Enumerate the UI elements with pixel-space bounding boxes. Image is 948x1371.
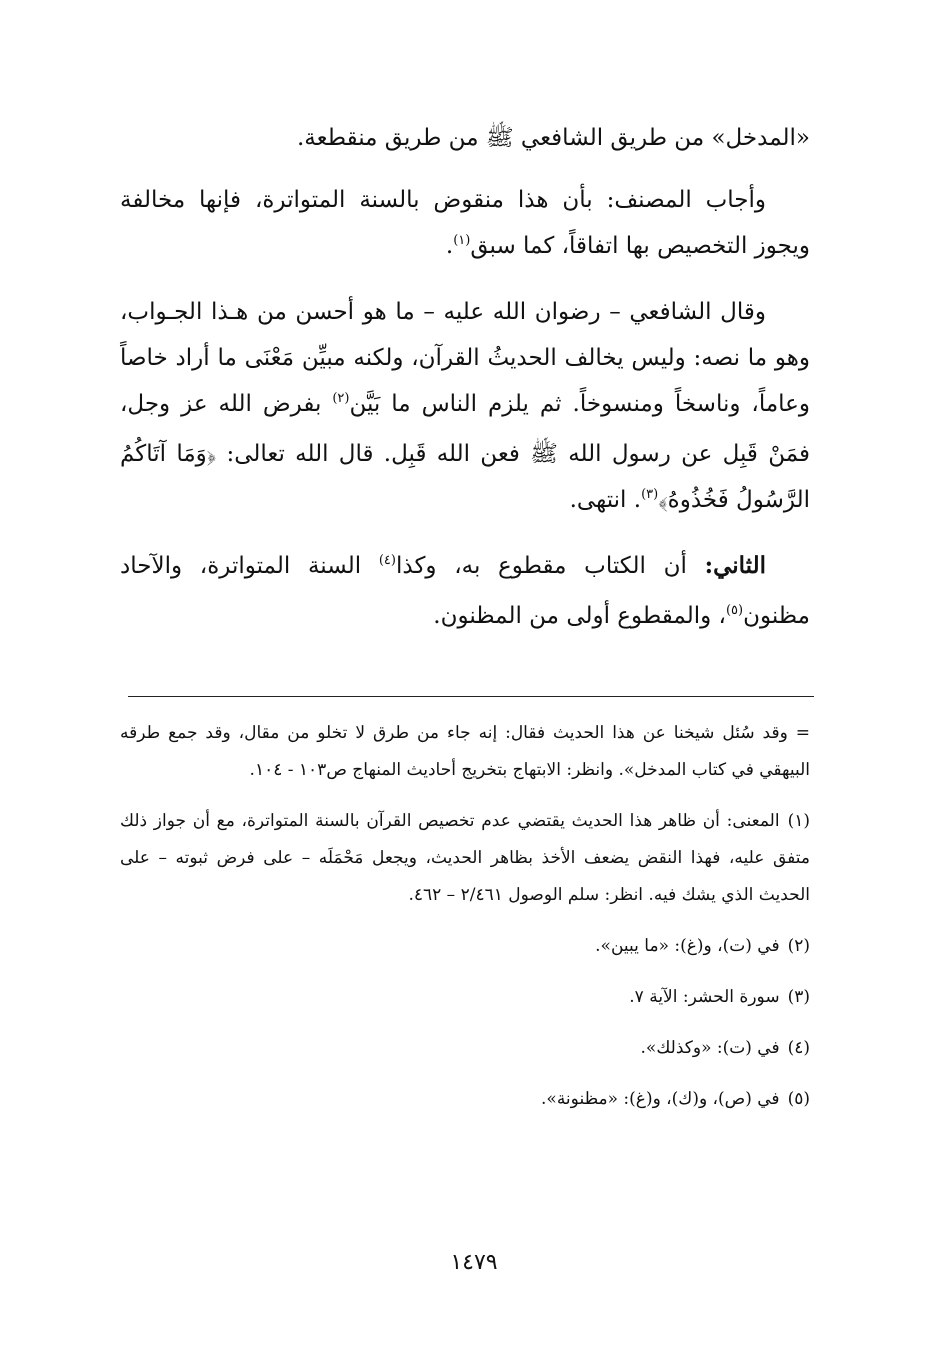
footnote-number: (٤)	[787, 1038, 810, 1058]
footnote-3	[120, 979, 810, 1016]
main-text	[120, 115, 810, 659]
footnote-4	[120, 1030, 810, 1067]
footnote-ref: (٤)	[378, 553, 396, 568]
footnotes	[120, 715, 810, 1132]
footnote-number: (٢)	[787, 936, 810, 956]
footnote-ref: (٣)	[641, 487, 659, 502]
footnote-ref: (٢)	[332, 391, 350, 406]
footnote-text: في (ت)، و(غ): «ما يبين».	[595, 936, 780, 956]
paragraph-1: «المدخل» من طريق الشافعي ﷺ من طريق منقطعة.	[296, 125, 810, 151]
footnote-number: (١)	[787, 811, 810, 831]
paragraph-3: وقال الشافعي – رضوان الله عليه – ما هو أحسن من هـذا الجـواب، وهو ما نصه: وليس يخالف الحديثُ القرآن، ولكنه مبيِّن مَعْنَى ما أراد خاصاً وعاماً، وناسخاً ومنسوخاً. ثم يلزم الناس ما بَيَّن$^{(٢)}$ بفرض الله عز وجل، فمَنْ قَبِل عن رسول الله ﷺ فعن الله قَبِل. قال الله تعالى: ﴿وَمَا آتَاكُمُ الرَّسُولُ فَخُذُوهُ﴾$^{(٣)}$. انتهى.	[120, 299, 811, 513]
footnote-text: المعنى: أن ظاهر هذا الحديث يقتضي عدم تخصيص القرآن بالسنة المتواترة، مع أن جواز ذلك متفق عليه، فهذا النقض يضعف الأخذ بظاهر الحديث، ويجعل مَحْمَلَه – على فرض ثبوته – على الحديث الذي يشك فيه. انظر: سلم الوصول ٢/٤٦١ – ٤٦٢.	[120, 811, 810, 905]
footnote-5	[120, 1081, 810, 1118]
footnote-1	[120, 803, 810, 914]
page-number: ١٤٧٩	[450, 1250, 498, 1275]
footnote-text: سورة الحشر: الآية ٧.	[629, 987, 780, 1007]
section-lead: الثاني:	[704, 552, 766, 579]
footnote-number: (٣)	[787, 987, 810, 1007]
paragraph-4: الثاني: أن الكتاب مقطوع به، وكذا$^{(٤)}$ السنة المتواترة، والآحاد مظنون$^{(٥)}$، والمقطوع أولى من المظنون.	[120, 552, 810, 629]
footnote-ref: (١)	[453, 233, 471, 248]
footnote-2	[120, 928, 810, 965]
paragraph-2: وأجاب المصنف: بأن هذا منقوض بالسنة المتواترة، فإنها مخالفة ويجوز التخصيص بها اتفاقاً، كما سبق$^{(١)}$.	[120, 187, 810, 259]
footnote-ref: (٥)	[725, 603, 744, 618]
footnote-divider	[128, 696, 814, 697]
footnote-number: (٥)	[787, 1089, 810, 1109]
footnote-text: في (ت): «وكذلك».	[640, 1038, 780, 1058]
footnote-continued: = وقد سُئل شيخنا عن هذا الحديث فقال: إنه جاء من طرق لا تخلو من مقال، وقد جمع طرقه البيهقي في كتاب المدخل». وانظر: الابتهاج بتخريج أحاديث المنهاج ص١٠٣ - ١٠٤.	[120, 723, 810, 780]
footnote-text: في (ص)، و(ك)، و(غ): «مظنونة».	[541, 1089, 780, 1109]
